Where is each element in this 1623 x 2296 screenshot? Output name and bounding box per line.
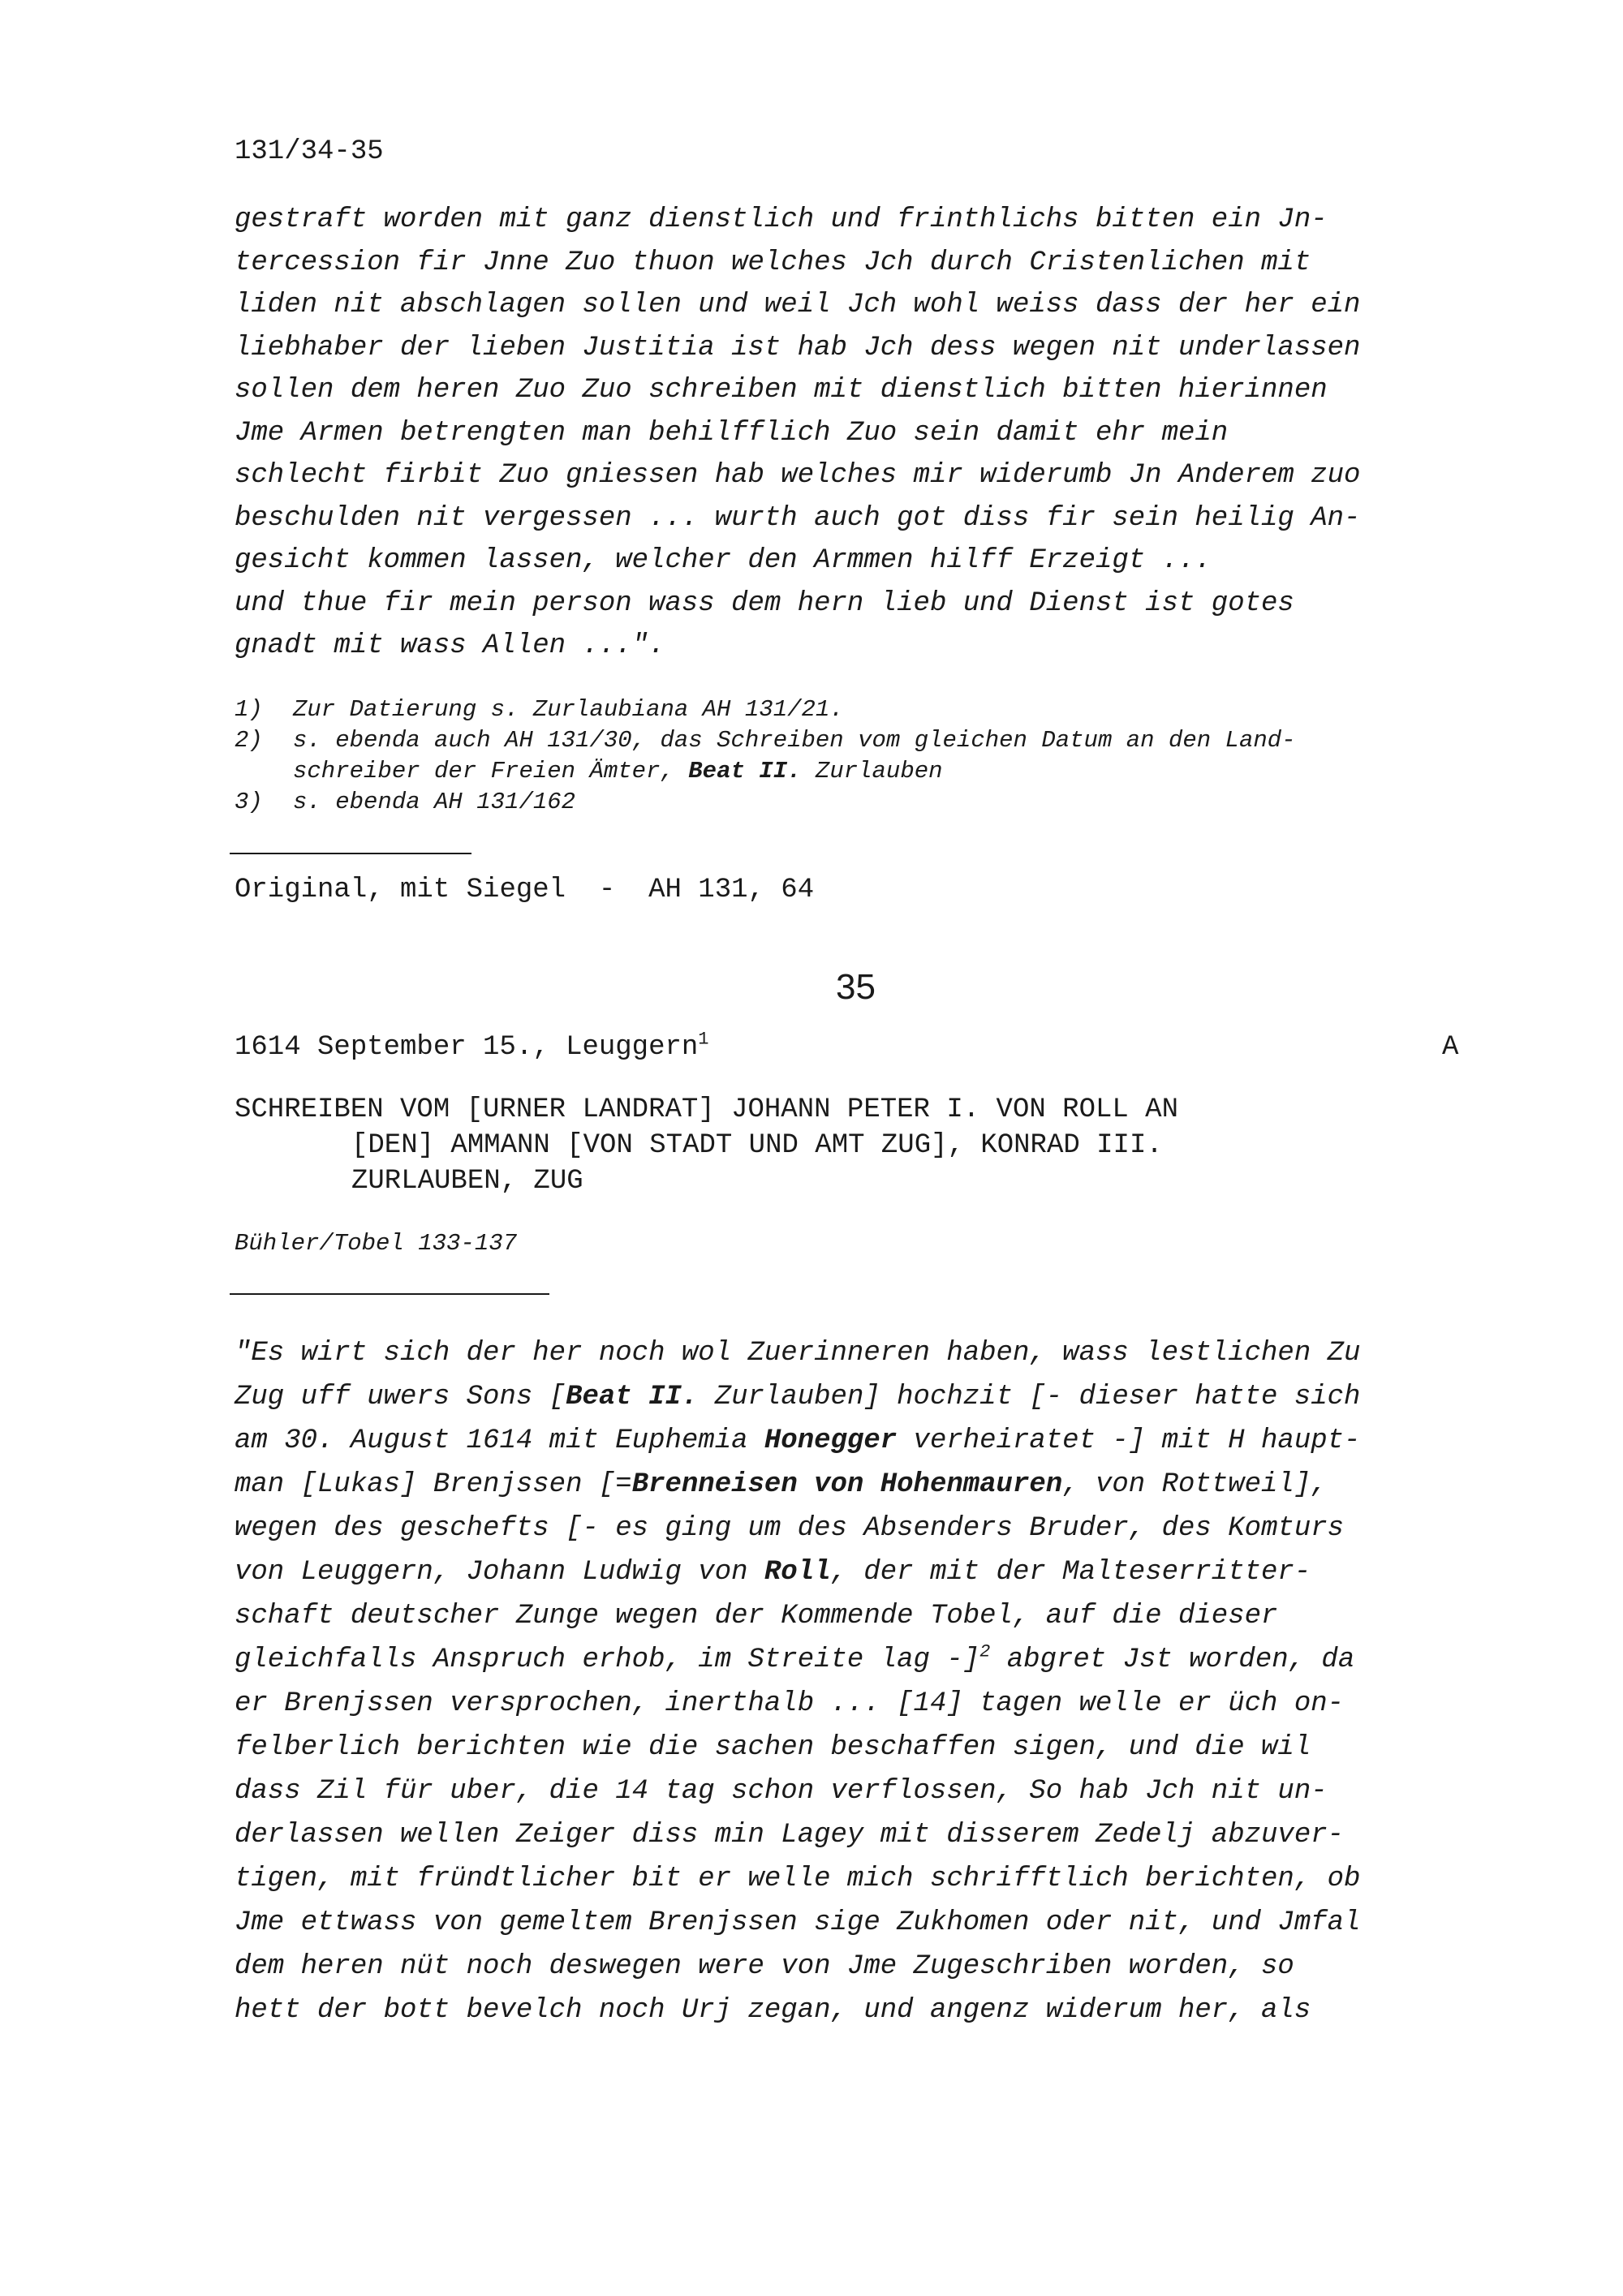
footnote-text: Zurlauben <box>801 758 943 785</box>
literature-reference: Bühler/Tobel 133-137 <box>235 1230 518 1257</box>
footnote-2 <box>235 725 1484 756</box>
source-line: Original, mit Siegel - AH 131, 64 <box>235 875 815 905</box>
bold-name: Beat II. <box>566 1382 699 1412</box>
document-heading <box>235 1092 1484 1199</box>
text-line: tigen, mit fründtlicher bit er welle mich schrifftlich berichten, ob <box>235 1864 1361 1894</box>
text-line: man [Lukas] Brenjssen [=Brenneisen von Hohenmauren, von Rottweil], <box>235 1469 1328 1500</box>
footnote-divider <box>230 853 471 854</box>
bold-name: Brenneisen von Hohenmauren <box>631 1469 1063 1500</box>
letter-continuation-text <box>235 199 1484 668</box>
text-line: felberlich berichten wie die sachen beschaffen sigen, und die wil <box>235 1732 1311 1763</box>
text-line: am 30. August 1614 mit Euphemia Honegger verheiratet -] mit H haupt- <box>235 1425 1361 1456</box>
footnote-bold-name: Beat II. <box>688 758 802 785</box>
text-line: Jme Armen betrengten man behilfflich Zuo sein damit ehr mein <box>235 417 1229 449</box>
text-line: beschulden nit vergessen ... wurth auch got diss fir sein heilig An- <box>235 502 1361 534</box>
text-line: tercession fir Jnne Zuo thuon welches Jch durch Cristenlichen mit <box>235 247 1311 278</box>
text-line: gleichfalls Anspruch erhob, im Streite lag -]$^2$ abgret Jst worden, da <box>235 1641 1355 1675</box>
text-line: gnadt mit wass Allen ...". <box>235 630 665 661</box>
text-line: dass Zil für uber, die 14 tag schon verflossen, So hab Jch nit un- <box>235 1776 1328 1807</box>
footnote-text: s. ebenda auch AH 131/30, das Schreiben vom gleichen Datum an den Land- <box>293 727 1296 754</box>
date-place-line <box>235 1029 709 1063</box>
heading-line: [DEN] AMMANN [VON STADT UND AMT ZUG], KONRAD III. <box>351 1130 1163 1161</box>
footnotes <box>235 694 1484 818</box>
footnote-number: 2) <box>235 727 263 754</box>
text-line: schlecht firbit Zuo gniessen hab welches mir widerumb Jn Anderem zuo <box>235 460 1361 491</box>
footnote-number: 1) <box>235 696 263 723</box>
text-line: Jme ettwass von gemeltem Brenjssen sige Zukhomen oder nit, und Jmfal <box>235 1907 1361 1938</box>
heading-line: SCHREIBEN VOM [URNER LANDRAT] JOHANN PETER I. VON ROLL AN <box>235 1094 1178 1125</box>
text-line: er Brenjssen versprochen, inerthalb ... [14] tagen welle er üch on- <box>235 1688 1345 1719</box>
text-line: Zug uff uwers Sons [Beat II. Zurlauben] hochzit [- dieser hatte sich <box>235 1382 1361 1412</box>
text-line: derlassen wellen Zeiger diss min Lagey mit disserem Zedelj abzuver- <box>235 1820 1345 1851</box>
heading-line: ZURLAUBEN, ZUG <box>351 1166 583 1197</box>
footnote-text: s. ebenda AH 131/162 <box>293 789 576 815</box>
text-line: liebhaber der lieben Justitia ist hab Jch dess wegen nit underlassen <box>235 332 1361 363</box>
footnote-marker: 2 <box>979 1641 991 1662</box>
bold-name: Honegger <box>764 1425 898 1456</box>
footnote-text: Zur Datierung s. Zurlaubiana AH 131/21. <box>293 696 844 723</box>
document-category-letter: A <box>1442 1032 1459 1063</box>
text-line: wegen des geschefts [- es ging um des Absenders Bruder, des Komturs <box>235 1513 1345 1544</box>
bold-name: Roll <box>764 1557 831 1588</box>
text-line: von Leuggern, Johann Ludwig von Roll, der mit der Malteserritter- <box>235 1557 1311 1588</box>
footnote-3 <box>235 787 1484 818</box>
page-reference: 131/34-35 <box>235 136 384 167</box>
text-line: schaft deutscher Zunge wegen der Kommende Tobel, auf die dieser <box>235 1601 1278 1632</box>
date-place-text: 1614 September 15., Leuggern <box>235 1032 699 1063</box>
document-number: 35 <box>836 967 876 1007</box>
footnote-1 <box>235 694 1484 725</box>
text-line: dem heren nüt noch deswegen were von Jme Zugeschriben worden, so <box>235 1951 1294 1982</box>
letter-body-text <box>235 1331 1484 2032</box>
footnote-text: schreiber der Freien Ämter, <box>293 758 689 785</box>
text-line: und thue fir mein person wass dem hern lieb und Dienst ist gotes <box>235 587 1294 619</box>
footnote-number: 3) <box>235 789 263 815</box>
text-line: sollen dem heren Zuo Zuo schreiben mit dienstlich bitten hierinnen <box>235 375 1328 406</box>
text-line: liden nit abschlagen sollen und weil Jch wohl weiss dass der her ein <box>235 290 1361 320</box>
text-line: gesicht kommen lassen, welcher den Armmen hilff Erzeigt ... <box>235 545 1212 576</box>
text-line: gestraft worden mit ganz dienstlich und frinthlichs bitten ein Jn- <box>235 204 1328 235</box>
section-divider <box>230 1293 549 1295</box>
footnote-2-continued <box>235 756 1484 787</box>
text-line: hett der bott bevelch noch Urj zegan, und angenz widerum her, als <box>235 1995 1311 2026</box>
footnote-marker: 1 <box>698 1029 709 1050</box>
text-line: "Es wirt sich der her noch wol Zuerinneren haben, wass lestlichen Zu <box>235 1338 1361 1369</box>
